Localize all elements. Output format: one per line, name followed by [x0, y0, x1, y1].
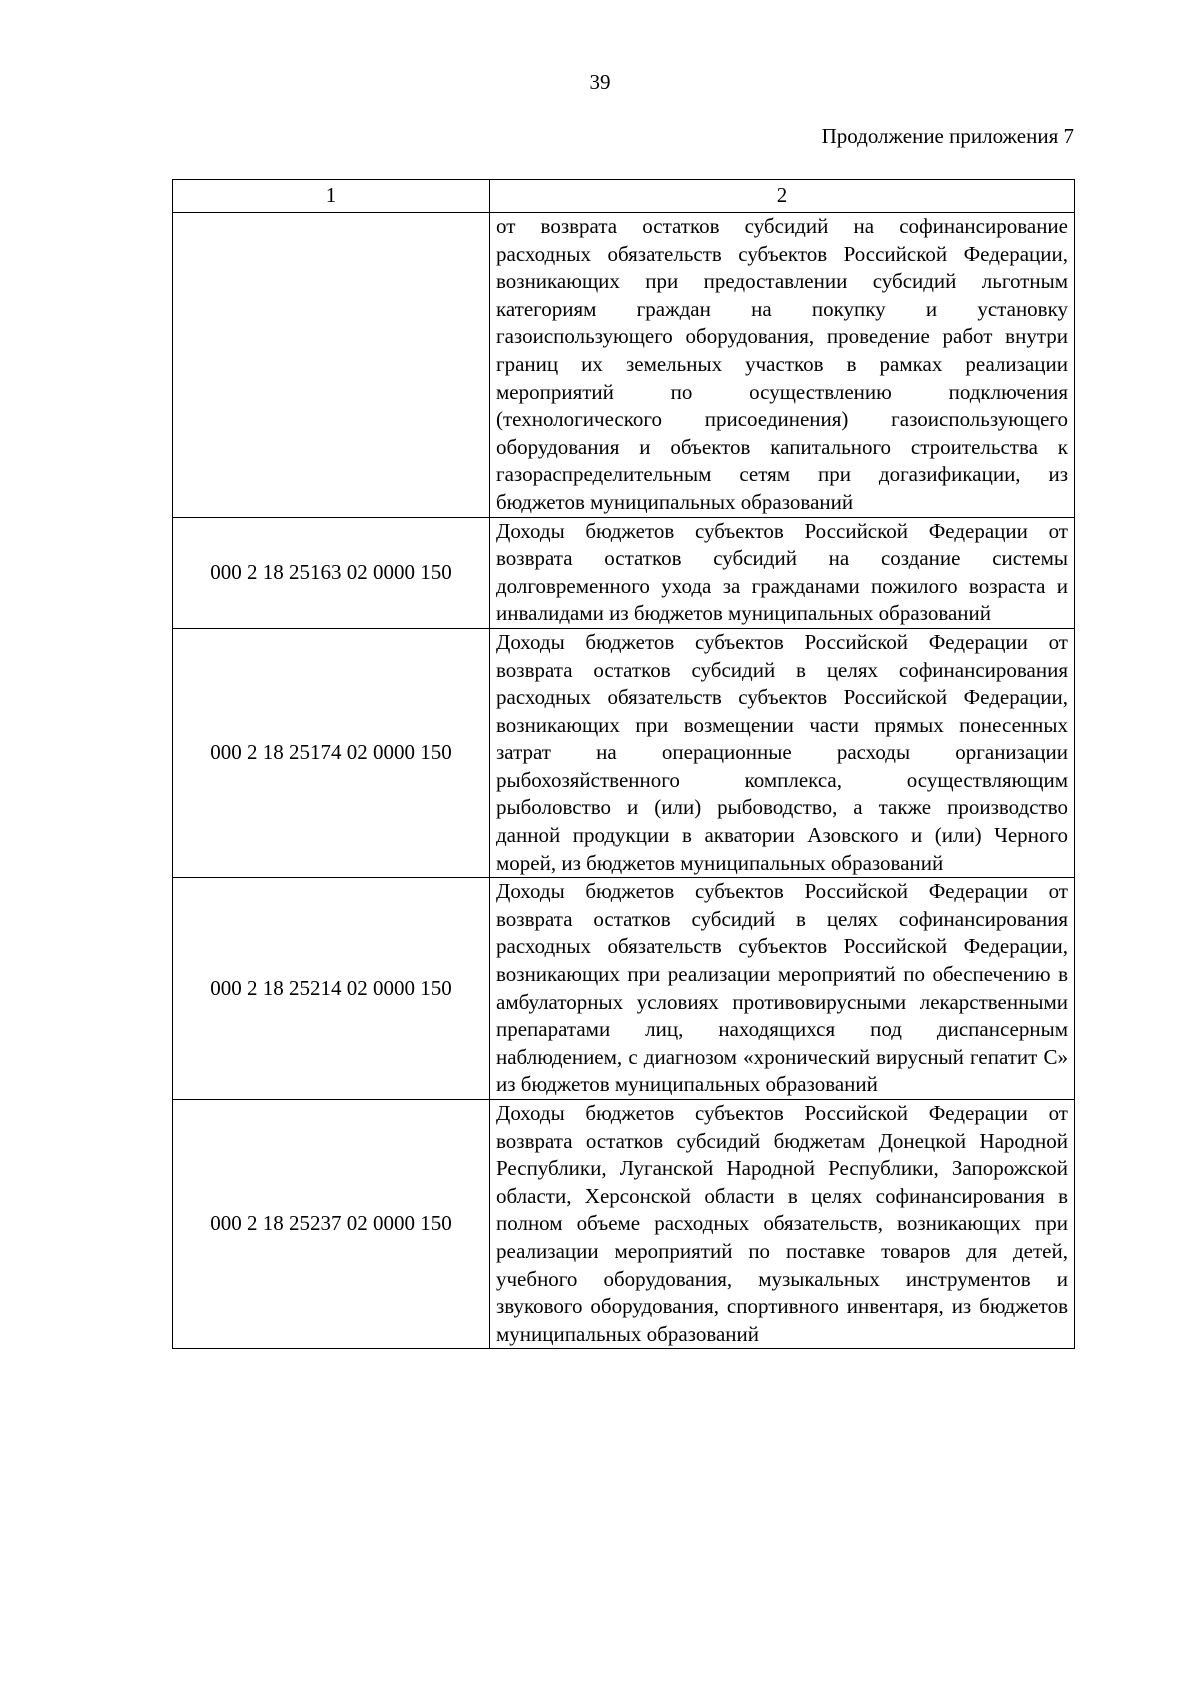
description-cell: от возврата остатков субсидий на софинансирование расходных обязательств субъектов Российской Федерации, возникающих при предоставлении субсидий льготным категориям граждан на покупку и установку газоиспользующего оборудования, проведение работ внутри границ их земельных участков в рамках реализации мероприятий по осуществлению подключения (технологического присоединения) газоиспользующего оборудования и объектов капитального строительства к газораспределительным сетям при догазификации, из бюджетов муниципальных образований — [490, 213, 1075, 518]
code-cell: 000 2 18 25174 02 0000 150 — [173, 628, 490, 877]
description-cell: Доходы бюджетов субъектов Российской Федерации от возврата остатков субсидий на создание системы долговременного ухода за гражданами пожилого возраста и инвалидами из бюджетов муниципальных образований — [490, 517, 1075, 628]
revenue-codes-table — [172, 179, 1075, 1349]
code-cell: 000 2 18 25214 02 0000 150 — [173, 878, 490, 1100]
code-cell: 000 2 18 25163 02 0000 150 — [173, 517, 490, 628]
table-row — [173, 517, 1075, 628]
table-header-row — [173, 180, 1075, 213]
code-cell: 000 2 18 25237 02 0000 150 — [173, 1100, 490, 1349]
table-row — [173, 628, 1075, 877]
description-cell: Доходы бюджетов субъектов Российской Федерации от возврата остатков субсидий в целях софинансирования расходных обязательств субъектов Российской Федерации, возникающих при возмещении части прямых понесенных затрат на операционные расходы организации рыбохозяйственного комплекса, осуществляющим рыболовство и (или) рыбоводство, а также производство данной продукции в акватории Азовского и (или) Черного морей, из бюджетов муниципальных образований — [490, 628, 1075, 877]
table-row — [173, 878, 1075, 1100]
appendix-continuation-note: Продолжение приложения 7 — [821, 124, 1074, 148]
code-cell — [173, 213, 490, 518]
page-number: 39 — [589, 70, 611, 94]
column-header-1: 1 — [173, 180, 490, 213]
description-cell: Доходы бюджетов субъектов Российской Федерации от возврата остатков субсидий бюджетам Донецкой Народной Республики, Луганской Народной Республики, Запорожской области, Херсонской области в целях софинансирования в полном объеме расходных обязательств, возникающих при реализации мероприятий по поставке товаров для детей, учебного оборудования, музыкальных инструментов и звукового оборудования, спортивного инвентаря, из бюджетов муниципальных образований — [490, 1100, 1075, 1349]
column-header-2: 2 — [490, 180, 1075, 213]
description-cell: Доходы бюджетов субъектов Российской Федерации от возврата остатков субсидий в целях софинансирования расходных обязательств субъектов Российской Федерации, возникающих при реализации мероприятий по обеспечению в амбулаторных условиях противовирусными лекарственными препаратами лиц, находящихся под диспансерным наблюдением, с диагнозом «хронический вирусный гепатит С» из бюджетов муниципальных образований — [490, 878, 1075, 1100]
table-row — [173, 1100, 1075, 1349]
table-row — [173, 213, 1075, 518]
